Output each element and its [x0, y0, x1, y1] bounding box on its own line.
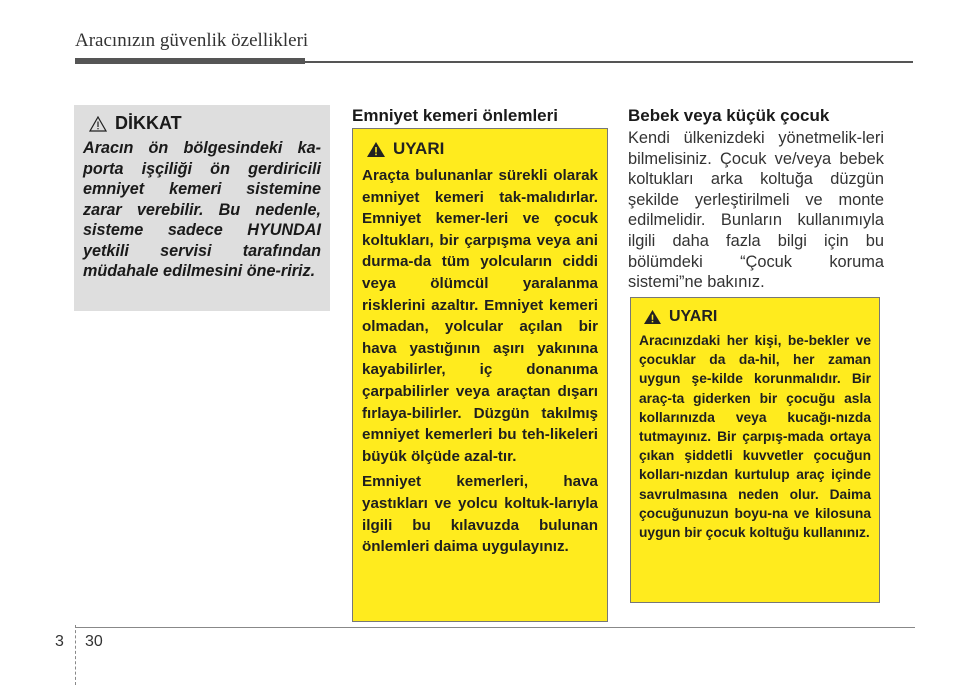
- caution-text: Aracın ön bölgesindeki ka-porta işçiliği ön gerdiricili emniyet kemeri sistemine zarar verebilir. Bu nedenle, sisteme sadece HYUNDAI yetkili servisi tarafından müdahale edilmesini öne-ririz.: [83, 139, 321, 280]
- seatbelt-warning-paragraph-2: Emniyet kemerleri, hava yastıkları ve yolcu koltuk-larıyla ilgili bu kılavuzda bulunan önlemleri daima uygulayınız.: [362, 473, 598, 556]
- seatbelt-section-title: Emniyet kemeri önlemleri: [352, 106, 558, 125]
- page-number: 30: [85, 633, 103, 650]
- seatbelt-warning-paragraph-1: Araçta bulunanlar sürekli olarak emniyet kemeri tak-malıdırlar. Emniyet kemer-leri ve çocuk koltukları, bir çarpışma veya ani durma-da tüm yolcuların ciddi veya ölümcül yaralanma risklerini azaltır. Emniyet kemeri olmadan, yolcular açılan bir hava yastığının aşırı yakınına kayabilirler, iç donanıma çarpabilirler veya araçtan dışarı fırlaya-bilirler. Düzgün takılmış emniyet kemerleri bu teh-likeleri büyük ölçüde azal-tır.: [362, 167, 598, 465]
- header-rule-thin: [305, 61, 913, 63]
- caution-heading: [89, 113, 321, 134]
- child-warning-box: [630, 297, 880, 603]
- warning-triangle-filled-icon: [366, 141, 386, 158]
- child-warning-text: Aracınızdaki her kişi, be-bekler ve çocuklar da da-hil, her zaman uygun şe-kilde korunmalıdır. Bir araç-ta giderken bir çocuğu asla kollarınızda veya kucağı-nızda tutmayınız. Bir çarpış-mada ortaya çıkan şiddetli kuvvetler çocuğun kolları-nızdan kurtulup araç içinde savrulmasına neden olur. Daima çocuğunuzun boyu-na ve kilosuna uygun bir çocuk koltuğu kullanınız.: [639, 333, 871, 541]
- seatbelt-warning-heading: [366, 139, 598, 159]
- seatbelt-warning-box: [352, 128, 608, 622]
- footer-vertical-rule: [75, 625, 76, 685]
- child-warning-heading: [643, 308, 871, 326]
- child-warning-title: UYARI: [669, 308, 718, 325]
- caution-box: [74, 105, 330, 311]
- warning-triangle-outline-icon: [89, 116, 107, 132]
- chapter-number: 3: [55, 633, 64, 650]
- page-header-title: Aracınızın güvenlik özellikleri: [75, 30, 309, 51]
- header-rule-thick: [75, 58, 305, 64]
- warning-triangle-filled-icon: [643, 309, 662, 325]
- child-section-title: Bebek veya küçük çocuk: [628, 106, 830, 125]
- caution-title: DİKKAT: [115, 113, 182, 133]
- footer-horizontal-rule: [75, 627, 915, 628]
- seatbelt-warning-title: UYARI: [393, 139, 445, 158]
- child-section-body: Kendi ülkenizdeki yönetmelik-leri bilmelisiniz. Çocuk ve/veya bebek koltukları arka koltuğa düzgün şekilde yerleştirilmeli ve monte edilmelidir. Bunların kullanımıyla ilgili daha fazla bilgi için bu bölümdeki “Çocuk koruma sistemi”ne bakınız.: [628, 129, 884, 292]
